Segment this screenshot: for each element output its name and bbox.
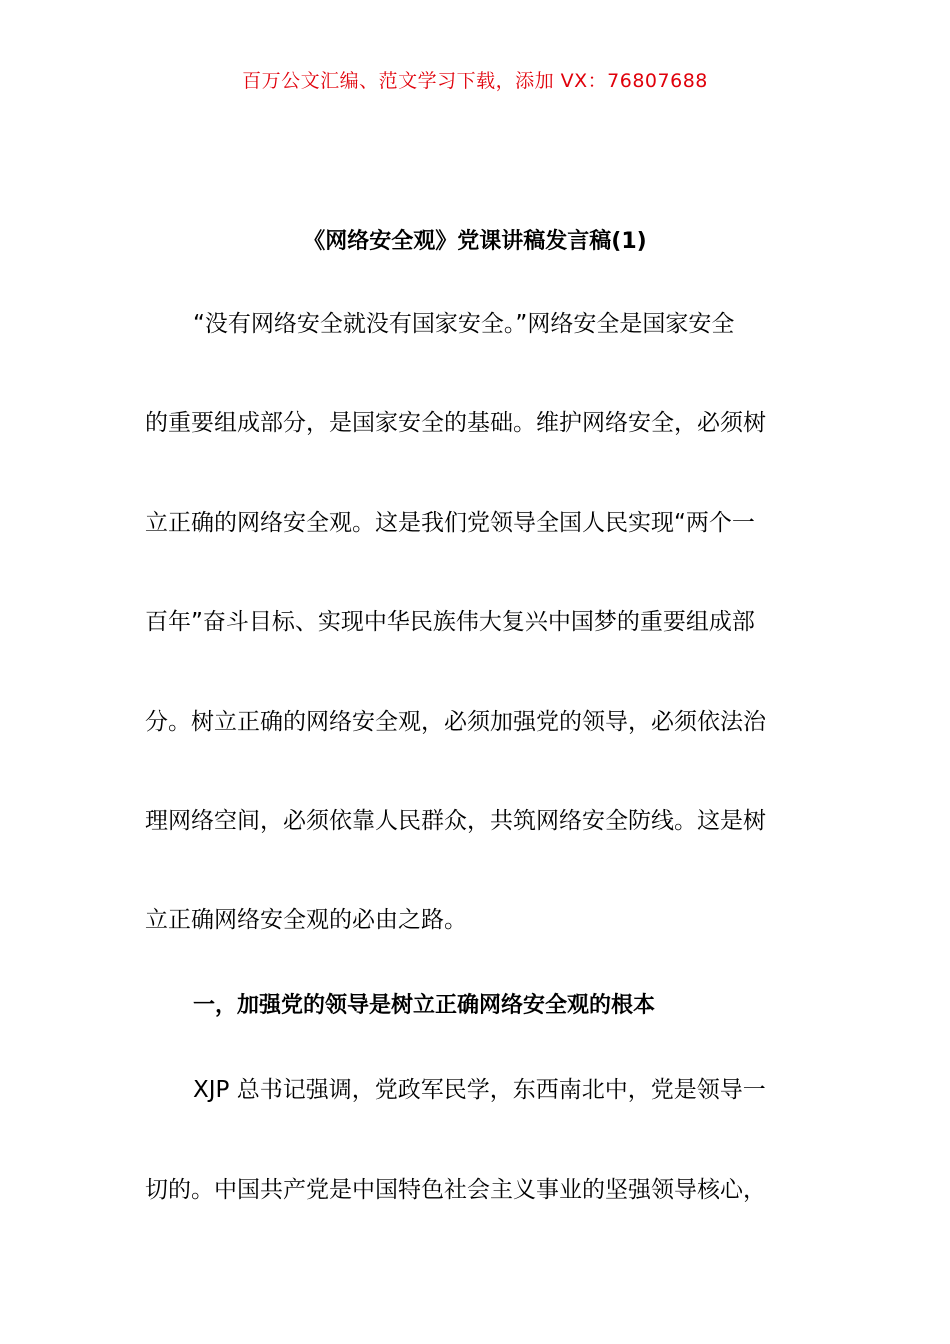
header-watermark-note: 百万公文汇编、范文学习下载，添加 VX：76807688 — [242, 70, 708, 92]
paragraph-line: 立正确的网络安全观。这是我们党领导全国人民实现“两个一 — [145, 510, 755, 536]
paragraph-line: 分。树立正确的网络安全观，必须加强党的领导，必须依法治 — [145, 709, 766, 735]
paragraph-line: “没有网络安全就没有国家安全。”网络安全是国家安全 — [193, 311, 735, 337]
document-title: 《网络安全观》党课讲稿发言稿(1) — [303, 229, 647, 254]
paragraph-line: 理网络空间，必须依靠人民群众，共筑网络安全防线。这是树 — [145, 808, 766, 834]
section-heading: 一，加强党的领导是树立正确网络安全观的根本 — [193, 993, 656, 1018]
paragraph-line: 切的。中国共产党是中国特色社会主义事业的坚强领导核心， — [145, 1177, 766, 1203]
paragraph-line: 百年”奋斗目标、实现中华民族伟大复兴中国梦的重要组成部 — [145, 609, 755, 635]
paragraph-line: 的重要组成部分，是国家安全的基础。维护网络安全，必须树 — [145, 410, 766, 436]
paragraph-line: XJP 总书记强调，党政军民学，东西南北中，党是领导一 — [193, 1077, 766, 1103]
paragraph-line: 立正确网络安全观的必由之路。 — [145, 907, 467, 933]
